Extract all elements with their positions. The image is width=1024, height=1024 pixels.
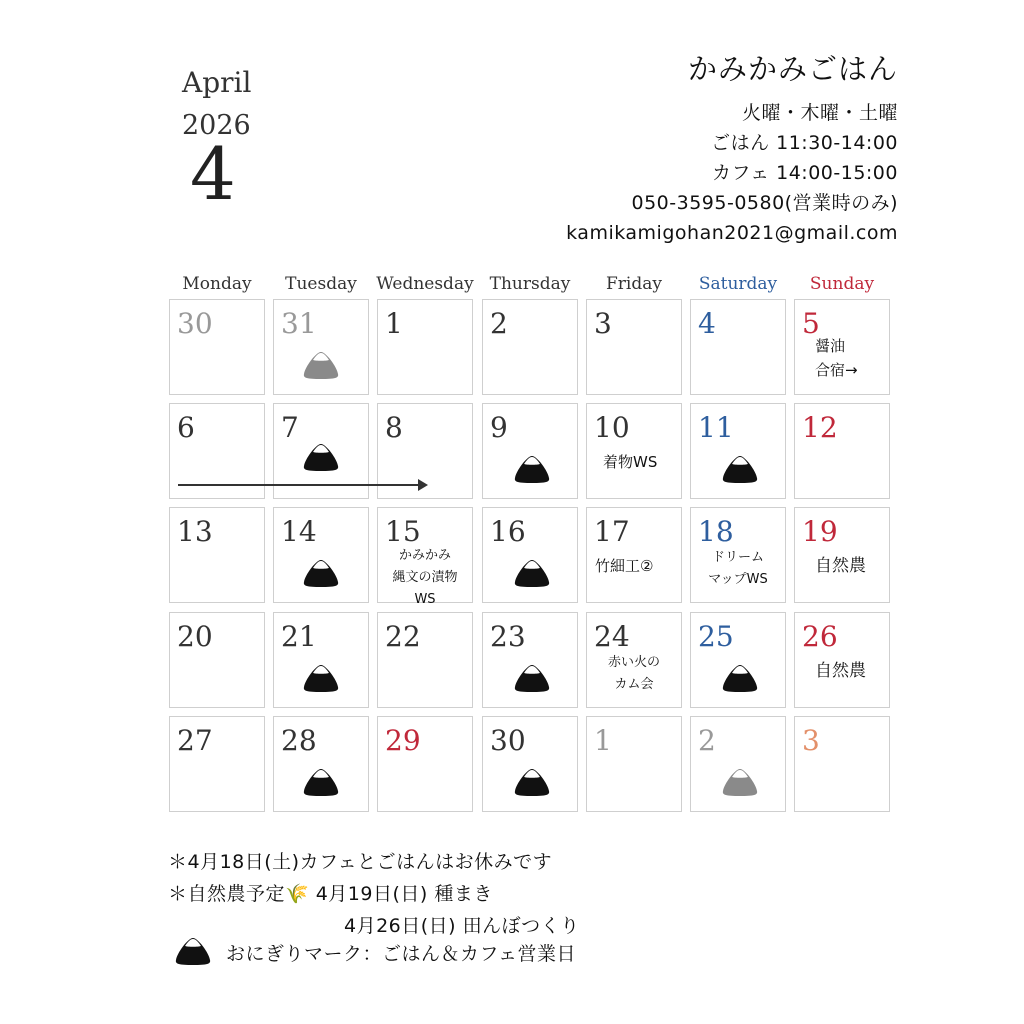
day-number: 5 (802, 307, 820, 340)
calendar-day-cell (482, 612, 578, 708)
calendar-day-cell (690, 507, 786, 603)
arrow-head-icon (418, 479, 428, 491)
calendar-day-cell (377, 716, 473, 812)
day-number: 3 (802, 724, 820, 757)
calendar-day-cell (690, 403, 786, 499)
weekday-header-wednesday: Wednesday (376, 274, 474, 294)
onigiri-icon (721, 663, 759, 693)
event-note: カム会 (614, 677, 654, 692)
day-number: 10 (594, 411, 630, 444)
calendar-day-cell (794, 507, 890, 603)
onigiri-icon (302, 442, 340, 472)
event-note: かみかみ (398, 548, 451, 563)
cafe-hours: カフェ 14:00-15:00 (712, 162, 898, 184)
onigiri-icon (721, 454, 759, 484)
onigiri-icon (302, 767, 340, 797)
onigiri-icon (513, 767, 551, 797)
onigiri-icon (302, 663, 340, 693)
event-note: WS (414, 592, 436, 607)
onigiri-icon (513, 558, 551, 588)
onigiri-icon (513, 663, 551, 693)
day-number: 19 (802, 515, 838, 548)
calendar-day-cell (482, 403, 578, 499)
day-number: 21 (281, 620, 317, 653)
calendar-day-cell (273, 507, 369, 603)
calendar-day-cell (273, 716, 369, 812)
calendar-day-cell (169, 716, 265, 812)
event-note: 縄文の漬物 (392, 570, 458, 585)
calendar-day-cell (377, 507, 473, 607)
weekday-header-thursday: Thursday (489, 274, 571, 294)
event-span-arrow (178, 484, 424, 486)
event-note: ドリーム (711, 550, 764, 565)
event-note: 竹細工② (595, 557, 654, 575)
shop-name: かみかみごはん (687, 52, 898, 86)
day-number: 12 (802, 411, 838, 444)
day-number: 1 (594, 724, 612, 757)
calendar-day-cell (482, 716, 578, 812)
calendar-day-cell (273, 612, 369, 708)
day-number: 18 (698, 515, 734, 548)
day-number: 15 (385, 515, 421, 548)
calendar-day-cell (377, 299, 473, 395)
day-number: 26 (802, 620, 838, 653)
calendar-day-cell (690, 716, 786, 812)
day-number: 6 (177, 411, 195, 444)
calendar-day-cell (794, 716, 890, 812)
weekday-header-monday: Monday (182, 274, 252, 294)
day-number: 8 (385, 411, 403, 444)
calendar-day-cell (794, 299, 890, 395)
day-number: 25 (698, 620, 734, 653)
onigiri-icon (721, 767, 759, 797)
email-address: kamikamigohan2021@gmail.com (566, 222, 898, 244)
weekday-header-saturday: Saturday (698, 274, 778, 294)
day-number: 23 (490, 620, 526, 653)
day-number: 20 (177, 620, 213, 653)
calendar-day-cell (586, 507, 682, 603)
day-number: 17 (594, 515, 630, 548)
day-number: 16 (490, 515, 526, 548)
event-note: 合宿→ (815, 361, 858, 379)
day-number: 2 (490, 307, 508, 340)
day-number: 11 (698, 411, 734, 444)
day-number: 13 (177, 515, 213, 548)
calendar-day-cell (794, 612, 890, 708)
event-note: 赤い火の (607, 655, 660, 670)
day-number: 1 (385, 307, 403, 340)
onigiri-icon (174, 936, 212, 966)
event-note: 醤油 (815, 337, 846, 355)
day-number: 9 (490, 411, 508, 444)
calendar-day-cell (273, 299, 369, 395)
phone-number: 050-3595-0580(営業時のみ) (631, 192, 898, 214)
event-note: 自然農 (815, 556, 866, 576)
month-number: 4 (190, 132, 236, 216)
footer-note-farming: ＊自然農予定🌾 4月19日(日) 種まき (168, 883, 493, 905)
onigiri-icon (302, 558, 340, 588)
calendar-day-cell (169, 507, 265, 603)
day-number: 31 (281, 307, 317, 340)
calendar-day-cell (586, 403, 682, 499)
day-number: 2 (698, 724, 716, 757)
calendar-day-cell (377, 612, 473, 708)
calendar-day-cell (794, 403, 890, 499)
shop-info (566, 52, 898, 248)
weekday-header-sunday: Sunday (809, 274, 875, 294)
event-note: 着物WS (603, 453, 658, 471)
calendar-day-cell (482, 507, 578, 603)
calendar-day-cell (169, 612, 265, 708)
calendar-day-cell (690, 299, 786, 395)
open-days: 火曜・木曜・土曜 (741, 102, 898, 124)
weekday-header-friday: Friday (606, 274, 662, 294)
day-number: 4 (698, 307, 716, 340)
day-number: 29 (385, 724, 421, 757)
onigiri-icon (302, 350, 340, 380)
day-number: 27 (177, 724, 213, 757)
month-name: April (182, 66, 252, 99)
event-note: マップWS (708, 572, 768, 587)
day-number: 7 (281, 411, 299, 444)
calendar-day-cell (482, 299, 578, 395)
calendar-day-cell (690, 612, 786, 708)
calendar-day-cell (586, 716, 682, 812)
day-number: 28 (281, 724, 317, 757)
day-number: 14 (281, 515, 317, 548)
day-number: 22 (385, 620, 421, 653)
footer-note-farming-2: 4月26日(日) 田んぼつくり (344, 915, 580, 937)
calendar-day-cell (586, 612, 682, 708)
day-number: 30 (177, 307, 213, 340)
event-note: 自然農 (815, 661, 866, 681)
footer-note-closed: ＊4月18日(土)カフェとごはんはお休みです (168, 851, 553, 873)
day-number: 3 (594, 307, 612, 340)
footer-legend: おにぎりマーク：ごはん＆カフェ営業日 (226, 943, 577, 965)
day-number: 24 (594, 620, 630, 653)
weekday-header-tuesday: Tuesday (285, 274, 357, 294)
gohan-hours: ごはん 11:30-14:00 (711, 132, 898, 154)
day-number: 30 (490, 724, 526, 757)
calendar-day-cell (586, 299, 682, 395)
calendar-day-cell (169, 299, 265, 395)
year: 2026 (182, 110, 251, 141)
onigiri-icon (513, 454, 551, 484)
